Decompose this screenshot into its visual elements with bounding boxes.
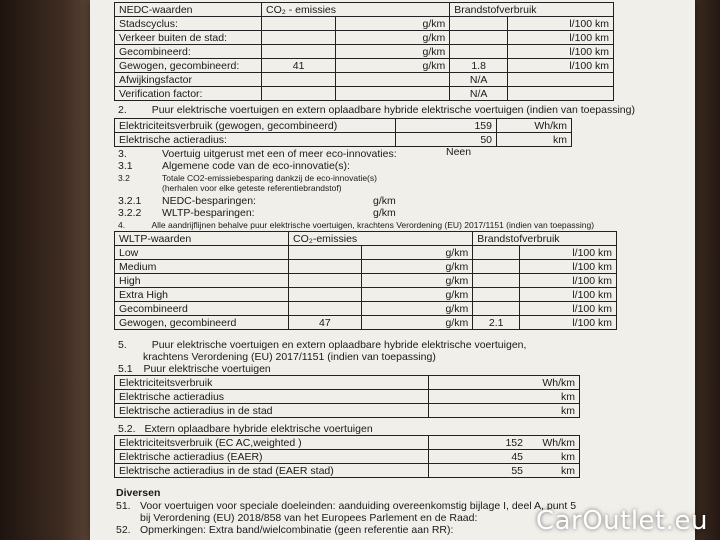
line-text: Algemene code van de eco-innovatie(s): bbox=[162, 160, 350, 172]
section-number: 5. bbox=[118, 339, 127, 351]
row-unit: Wh/km bbox=[527, 436, 580, 450]
row-label: Extra High bbox=[115, 288, 289, 302]
header-cell: WLTP-waarden bbox=[115, 232, 289, 246]
row-label: Low bbox=[115, 246, 289, 260]
phev-table bbox=[114, 435, 580, 478]
header-cell: Brandstofverbruik bbox=[450, 3, 614, 17]
row-label: Gewogen, gecombineerd bbox=[115, 316, 289, 330]
table-row bbox=[115, 390, 580, 404]
line-text: Totale CO2-emissiebesparing dankzij de eco-innovatie(s) bbox=[162, 173, 377, 183]
row-value bbox=[429, 390, 528, 404]
row-unit: km bbox=[527, 464, 580, 478]
row-label: Verification factor: bbox=[115, 87, 262, 101]
fuel-unit: l/100 km bbox=[507, 31, 613, 45]
co2-value: 41 bbox=[262, 59, 336, 73]
row-label: Gewogen, gecombineerd: bbox=[115, 59, 262, 73]
row-unit: km bbox=[527, 404, 580, 418]
ev-summary-table bbox=[114, 118, 572, 147]
table-header bbox=[115, 3, 614, 17]
co2-value bbox=[262, 45, 336, 59]
header-cell: CO₂-emissies bbox=[289, 232, 473, 246]
fuel-value bbox=[473, 288, 520, 302]
fuel-value: 2.1 bbox=[473, 316, 520, 330]
co2-value bbox=[289, 288, 362, 302]
fuel-value bbox=[473, 302, 520, 316]
row-label: Elektrische actieradius bbox=[115, 390, 429, 404]
line-number: 3.1 bbox=[118, 160, 133, 172]
line-text: (herhalen voor elke geteste referentiebrandstof) bbox=[162, 183, 342, 193]
row-unit: km bbox=[527, 390, 580, 404]
table-row bbox=[115, 376, 580, 390]
table-row bbox=[115, 246, 617, 260]
fuel-unit: l/100 km bbox=[507, 45, 613, 59]
row-label: Elektrische actieradius: bbox=[115, 133, 396, 147]
table-row bbox=[115, 17, 614, 31]
table-row bbox=[115, 45, 614, 59]
document-page bbox=[90, 0, 695, 540]
fuel-unit bbox=[507, 73, 613, 87]
line-value: Neen bbox=[446, 146, 472, 158]
row-label: Gecombineerd: bbox=[115, 45, 262, 59]
table-row bbox=[115, 73, 614, 87]
table-row bbox=[115, 436, 580, 450]
item-text: bij Verordening (EU) 2018/858 van het Europees Parlement en de Raad: bbox=[140, 512, 478, 524]
table-row bbox=[115, 288, 617, 302]
co2-value bbox=[289, 302, 362, 316]
section-title: Puur elektrische voertuigen en extern oplaadbare hybride elektrische voertuigen (indien van toepassing) bbox=[151, 104, 635, 116]
table-row bbox=[115, 302, 617, 316]
co2-unit: g/km bbox=[336, 17, 450, 31]
row-label: Verkeer buiten de stad: bbox=[115, 31, 262, 45]
nedc-table bbox=[114, 2, 614, 101]
fuel-value: N/A bbox=[450, 73, 508, 87]
co2-unit: g/km bbox=[336, 45, 450, 59]
line-number: 3. bbox=[118, 148, 127, 160]
item-number: 51. bbox=[116, 500, 131, 512]
fuel-value bbox=[450, 31, 508, 45]
row-value bbox=[429, 376, 528, 390]
co2-value: 47 bbox=[289, 316, 362, 330]
eco-line bbox=[118, 160, 350, 172]
row-value bbox=[429, 404, 528, 418]
co2-unit: g/km bbox=[361, 260, 473, 274]
header-cell: Brandstofverbruik bbox=[473, 232, 617, 246]
row-value: 50 bbox=[396, 133, 497, 147]
line-text: WLTP-besparingen: bbox=[162, 207, 255, 219]
line-number: 3.2 bbox=[118, 173, 130, 183]
fuel-value bbox=[473, 260, 520, 274]
row-value: 55 bbox=[429, 464, 528, 478]
row-label: Elektrische actieradius in de stad (EAER stad) bbox=[115, 464, 429, 478]
fuel-unit: l/100 km bbox=[507, 17, 613, 31]
table-row bbox=[115, 119, 572, 133]
row-label: Gecombineerd bbox=[115, 302, 289, 316]
co2-value bbox=[262, 17, 336, 31]
diversen-title: Diversen bbox=[116, 487, 161, 499]
item-number: 52. bbox=[116, 524, 131, 536]
co2-value bbox=[262, 31, 336, 45]
fuel-unit: l/100 km bbox=[520, 302, 617, 316]
fuel-value bbox=[473, 246, 520, 260]
fuel-value: 1.8 bbox=[450, 59, 508, 73]
line-text: NEDC-besparingen: bbox=[162, 195, 256, 207]
fuel-unit: l/100 km bbox=[520, 274, 617, 288]
co2-unit: g/km bbox=[361, 246, 473, 260]
co2-unit: g/km bbox=[336, 31, 450, 45]
table-row bbox=[115, 59, 614, 73]
row-label: Medium bbox=[115, 260, 289, 274]
table-row bbox=[115, 274, 617, 288]
subsection-number: 5.2. bbox=[118, 423, 136, 435]
eco-line bbox=[118, 207, 255, 219]
bev-table bbox=[114, 375, 580, 418]
item-text: Opmerkingen: Extra band/wielcombinatie (geen referentie aan RR): bbox=[140, 524, 454, 536]
table-row bbox=[115, 450, 580, 464]
fuel-unit bbox=[507, 87, 613, 101]
co2-unit: g/km bbox=[361, 288, 473, 302]
row-unit: Wh/km bbox=[527, 376, 580, 390]
item-text: Voor voertuigen voor speciale doeleinden: aanduiding overeenkomstig bijlage I, deel A, punt 5 bbox=[140, 500, 577, 512]
row-label: Elektriciteitsverbruik (EC AC,weighted ) bbox=[115, 436, 429, 450]
row-label: Elektrische actieradius in de stad bbox=[115, 404, 429, 418]
row-value: 45 bbox=[429, 450, 528, 464]
co2-unit: g/km bbox=[361, 302, 473, 316]
row-unit: km bbox=[527, 450, 580, 464]
eco-line bbox=[118, 182, 342, 194]
header-cell: CO₂ - emissies bbox=[262, 3, 450, 17]
section-title: Puur elektrische voertuigen en extern oplaadbare hybride elektrische voertuigen, bbox=[151, 339, 527, 351]
background-left bbox=[0, 0, 90, 540]
watermark: CarOutlet.eu bbox=[535, 506, 708, 536]
co2-unit: g/km bbox=[361, 274, 473, 288]
subsection-title: Extern oplaadbare hybride elektrische voertuigen bbox=[144, 423, 373, 435]
line-number: 3.2.1 bbox=[118, 195, 142, 207]
co2-value bbox=[262, 73, 336, 87]
table-row bbox=[115, 404, 580, 418]
diversen-item bbox=[116, 500, 576, 512]
background-right bbox=[695, 0, 720, 540]
row-unit: Wh/km bbox=[497, 119, 572, 133]
row-label: Elektrische actieradius (EAER) bbox=[115, 450, 429, 464]
wltp-table bbox=[114, 231, 617, 330]
header-cell: NEDC-waarden bbox=[115, 3, 262, 17]
fuel-value bbox=[450, 17, 508, 31]
row-label: Elektriciteitsverbruik bbox=[115, 376, 429, 390]
row-unit: km bbox=[497, 133, 572, 147]
co2-value bbox=[262, 87, 336, 101]
co2-value bbox=[289, 246, 362, 260]
fuel-value bbox=[473, 274, 520, 288]
co2-unit bbox=[336, 87, 450, 101]
line-value: g/km bbox=[373, 195, 396, 207]
row-value: 159 bbox=[396, 119, 497, 133]
subsection-title: Puur elektrische voertuigen bbox=[143, 363, 271, 375]
section-title: Alle aandrijflijnen behalve puur elektrische voertuigen, krachtens Verordening (EU) 2017/1151 (indien van toepassing) bbox=[151, 220, 595, 230]
line-value: g/km bbox=[373, 207, 396, 219]
table-row bbox=[115, 260, 617, 274]
table-row bbox=[115, 133, 572, 147]
fuel-value: N/A bbox=[450, 87, 508, 101]
row-label: Afwijkingsfactor bbox=[115, 73, 262, 87]
row-value: 152 bbox=[429, 436, 528, 450]
co2-unit bbox=[336, 73, 450, 87]
fuel-value bbox=[450, 45, 508, 59]
fuel-unit: l/100 km bbox=[520, 260, 617, 274]
diversen-item bbox=[116, 524, 453, 536]
table-row bbox=[115, 464, 580, 478]
fuel-unit: l/100 km bbox=[520, 246, 617, 260]
table-row bbox=[115, 87, 614, 101]
co2-unit: g/km bbox=[336, 59, 450, 73]
section-number: 2. bbox=[118, 104, 127, 116]
table-row bbox=[115, 31, 614, 45]
fuel-unit: l/100 km bbox=[520, 316, 617, 330]
section-number: 4. bbox=[118, 220, 126, 230]
eco-line bbox=[118, 195, 256, 207]
diversen-item bbox=[116, 512, 477, 524]
table-header bbox=[115, 232, 617, 246]
co2-value bbox=[289, 260, 362, 274]
table-row bbox=[115, 316, 617, 330]
co2-unit: g/km bbox=[361, 316, 473, 330]
fuel-unit: l/100 km bbox=[520, 288, 617, 302]
line-number: 3.2.2 bbox=[118, 207, 142, 219]
line-text: Voertuig uitgerust met een of meer eco-innovaties: bbox=[162, 148, 397, 160]
fuel-unit: l/100 km bbox=[507, 59, 613, 73]
eco-line bbox=[118, 148, 397, 160]
row-label: Stadscyclus: bbox=[115, 17, 262, 31]
row-label: High bbox=[115, 274, 289, 288]
co2-value bbox=[289, 274, 362, 288]
section-title-cont: krachtens Verordening (EU) 2017/1151 (indien van toepassing) bbox=[143, 351, 436, 363]
subsection-number: 5.1 bbox=[118, 363, 133, 375]
row-label: Elektriciteitsverbruik (gewogen, gecombineerd) bbox=[115, 119, 396, 133]
